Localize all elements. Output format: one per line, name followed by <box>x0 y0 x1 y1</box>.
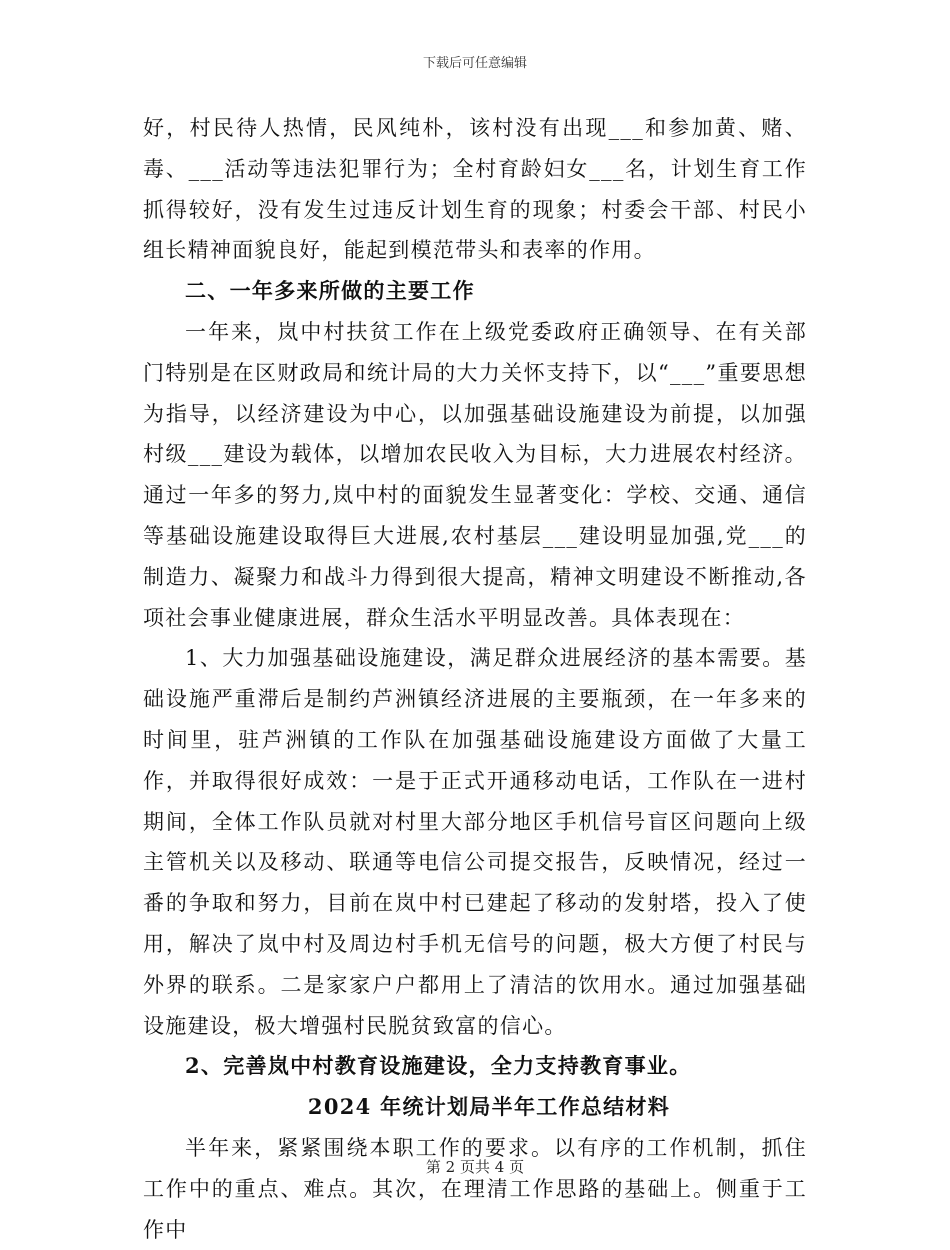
page-header: 下载后可任意编辑 <box>422 56 527 71</box>
paragraph-half-year: 半年来，紧紧围绕本职工作的要求。以有序的工作机制，抓住工作中的重点、难点。其次，在理清工作思路的基础上。侧重于工作中 <box>143 1135 807 1242</box>
subheading-education: 2、完善岚中村教育设施建设，全力支持教育事业。 <box>185 1053 692 1079</box>
page-number-footer: 第 2 页共 4 页 <box>425 1158 525 1176</box>
section-heading-main-work: 二、一年多来所做的主要工作 <box>185 278 475 304</box>
document-body <box>143 108 807 1250</box>
document-title: 2024 年统计划局半年工作总结材料 <box>307 1094 671 1120</box>
paragraph-year-summary: 一年来，岚中村扶贫工作在上级党委政府正确领导、在有关部门特别是在区财政局和统计局的大力关怀支持下，以“___”重要思想为指导，以经济建设为中心，以加强基础设施建设为前提，以加强村级___建设为载体，以增加农民收入为目标，大力进展农村经济。通过一年多的努力,岚中村的面貌发生显著变化：学校、交通、通信等基础设施建设取得巨大进展,农村基层___建设明显加强,党___的制造力、凝聚力和战斗力得到很大提高，精神文明建设不断推动,各项社会事业健康进展，群众生活水平明显改善。具体表现在： <box>143 319 807 630</box>
paragraph-infrastructure: 1、大力加强基础设施建设，满足群众进展经济的基本需要。基础设施严重滞后是制约芦洲镇经济进展的主要瓶颈，在一年多来的时间里，驻芦洲镇的工作队在加强基础设施建设方面做了大量工作，并取得很好成效：一是于正式开通移动电话，工作队在一进村期间，全体工作队员就对村里大部分地区手机信号盲区问题向上级主管机关以及移动、联通等电信公司提交报告，反映情况，经过一番的争取和努力，目前在岚中村已建起了移动的发射塔，投入了使用，解决了岚中村及周边村手机无信号的问题，极大方便了村民与外界的联系。二是家家户户都用上了清洁的饮用水。通过加强基础设施建设，极大增强村民脱贫致富的信心。 <box>143 646 807 1038</box>
paragraph-village-overview: 好，村民待人热情，民风纯朴，该村没有出现___和参加黄、赌、毒、___活动等违法犯罪行为；全村育龄妇女___名，计划生育工作抓得较好，没有发生过违反计划生育的现象；村委会干部、村民小组长精神面貌良好，能起到模范带头和表率的作用。 <box>143 116 807 263</box>
